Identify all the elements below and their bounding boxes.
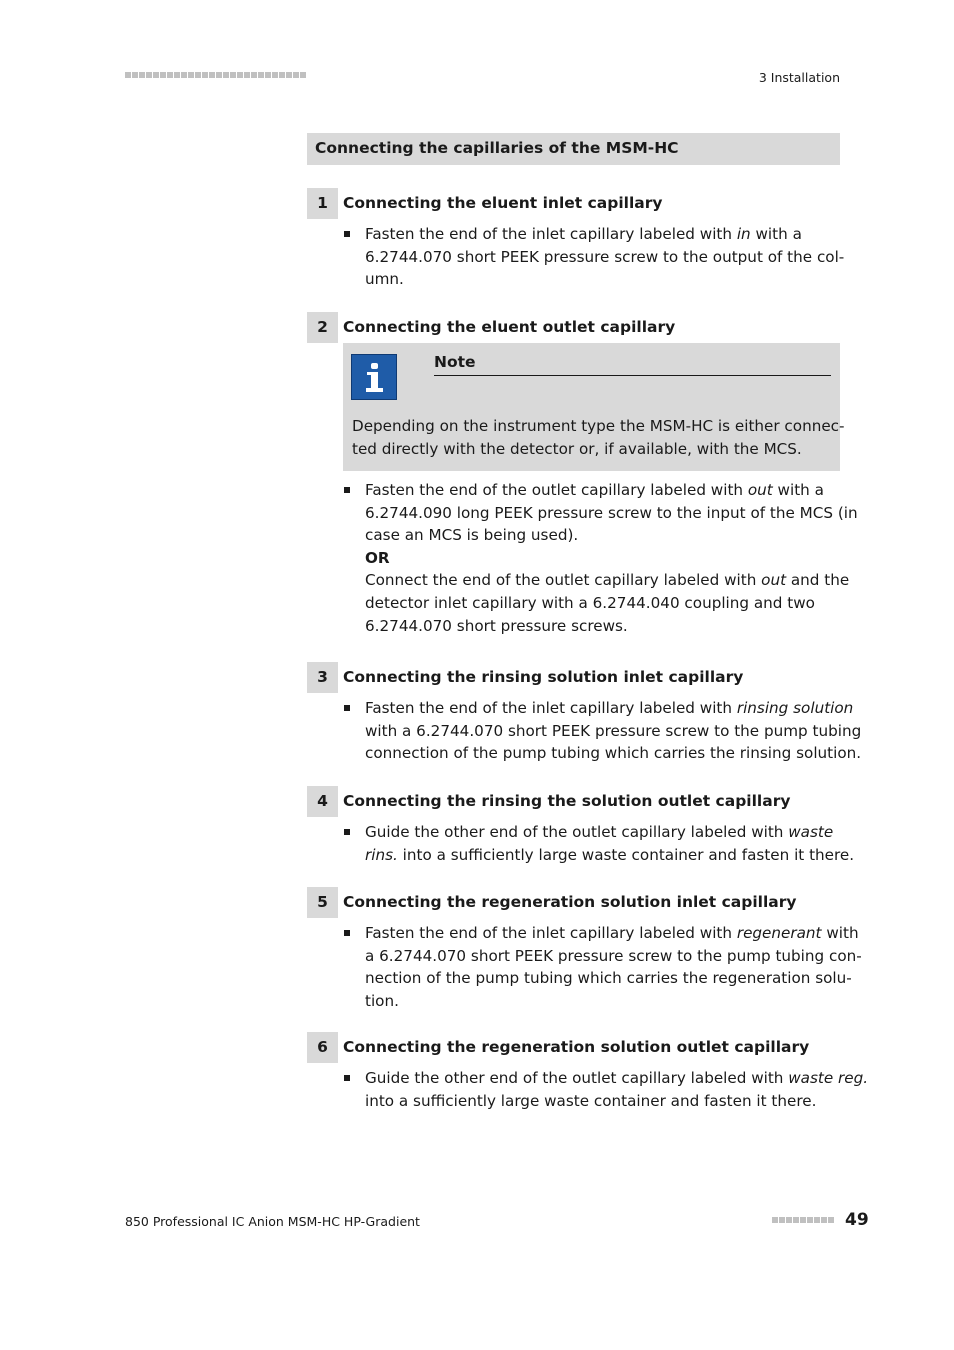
- step-number: 3: [307, 662, 338, 693]
- step-title: Connecting the regeneration solution outlet capillary: [343, 1038, 810, 1056]
- step-title: Connecting the eluent inlet capillary: [343, 194, 663, 212]
- step-1: [307, 188, 845, 291]
- step-title: Connecting the rinsing solution inlet capillary: [343, 668, 744, 686]
- bullet-marker: [344, 1075, 350, 1081]
- note-box: [343, 343, 845, 471]
- instruction-bullet: Fasten the end of the inlet capillary labeled with rinsing solution with a 6.2744.070 short PEEK pressure screw to the pump tubing connection of the pump tubing which carries the rinsing solution.: [365, 697, 840, 765]
- step-3: [307, 662, 862, 765]
- chapter-heading: 3 Installation: [758, 70, 840, 85]
- step-number: 2: [307, 312, 338, 343]
- bullet-marker: [344, 829, 350, 835]
- note-label: Note: [434, 351, 831, 376]
- instruction-bullet: Guide the other end of the outlet capillary labeled with waste rins. into a sufficiently large waste container and fasten it there.: [365, 821, 840, 866]
- step-number: 4: [307, 786, 338, 817]
- step-number: 6: [307, 1032, 338, 1063]
- section-title: Connecting the capillaries of the MSM-HC: [307, 133, 840, 165]
- step-2: [307, 312, 858, 637]
- step-4: [307, 786, 855, 866]
- step-title: Connecting the regeneration solution inlet capillary: [343, 893, 797, 911]
- instruction-bullet: Fasten the end of the inlet capillary labeled with in with a 6.2744.070 short PEEK pressure screw to the output of the col- umn.: [365, 223, 840, 291]
- info-icon: [351, 354, 397, 400]
- instruction-bullet: Fasten the end of the inlet capillary labeled with regenerant with a 6.2744.070 short PEEK pressure screw to the pump tubing con- nection of the pump tubing which carries the regeneration solu- tion.: [365, 922, 840, 1012]
- step-number: 5: [307, 887, 338, 918]
- note-text: Depending on the instrument type the MSM-HC is either connec- ted directly with the detector or, if available, with the MCS.: [352, 417, 845, 458]
- bullet-marker: [344, 930, 350, 936]
- footer-decoration: [772, 1217, 834, 1223]
- step-title: Connecting the eluent outlet capillary: [343, 318, 676, 336]
- instruction-bullet: Guide the other end of the outlet capillary labeled with waste reg. into a sufficiently large waste container and fasten it there.: [365, 1067, 840, 1112]
- bullet-marker: [344, 231, 350, 237]
- step-title: Connecting the rinsing the solution outlet capillary: [343, 792, 791, 810]
- step-5: [307, 887, 862, 1012]
- bullet-marker: [344, 487, 350, 493]
- page-number: 49: [845, 1210, 869, 1230]
- footer-title: 850 Professional IC Anion MSM-HC HP-Gradient: [125, 1214, 420, 1229]
- instruction-bullet: Fasten the end of the outlet capillary labeled with out with a 6.2744.090 long PEEK pressure screw to the input of the MCS (in case an MCS is being used). OR Connect the end of the outlet capillary labeled with out and the detector inlet capillary with a 6.2744.040 coupling and two 6.2744.070 short pressure screws.: [365, 479, 840, 637]
- bullet-marker: [344, 705, 350, 711]
- header-decoration: [125, 72, 306, 78]
- or-label: OR: [365, 548, 390, 567]
- step-number: 1: [307, 188, 338, 219]
- step-6: [307, 1032, 869, 1112]
